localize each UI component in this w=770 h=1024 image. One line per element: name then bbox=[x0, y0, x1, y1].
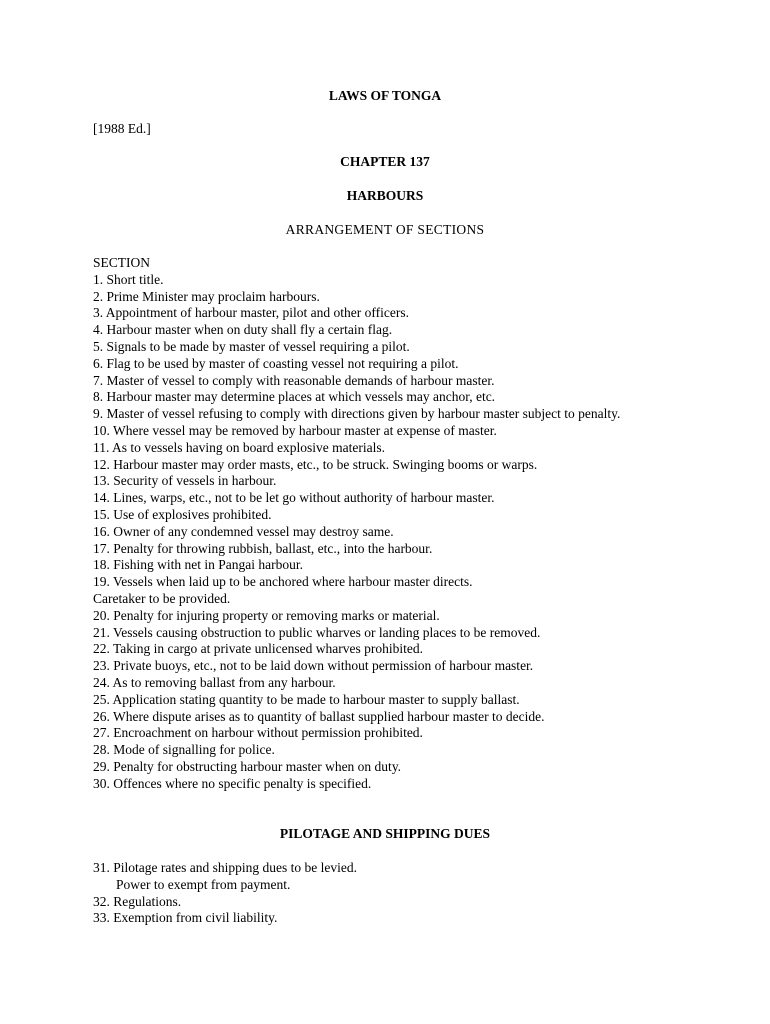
list-item: 25. Application stating quantity to be made to harbour master to supply ballast. bbox=[93, 691, 520, 707]
list-item: 2. Prime Minister may proclaim harbours. bbox=[93, 288, 320, 304]
list-item: 27. Encroachment on harbour without permission prohibited. bbox=[93, 725, 423, 741]
list-item: Power to exempt from payment. bbox=[116, 876, 291, 892]
list-item: 17. Penalty for throwing rubbish, ballast, etc., into the harbour. bbox=[93, 540, 433, 556]
list-item: 14. Lines, warps, etc., not to be let go without authority of harbour master. bbox=[93, 490, 495, 506]
list-item: 15. Use of explosives prohibited. bbox=[93, 506, 272, 522]
list-item: 23. Private buoys, etc., not to be laid down without permission of harbour master. bbox=[93, 658, 534, 674]
list-item: 22. Taking in cargo at private unlicensed wharves prohibited. bbox=[93, 641, 423, 657]
list-item: 20. Penalty for injuring property or removing marks or material. bbox=[93, 607, 440, 623]
list-item: 32. Regulations. bbox=[93, 893, 182, 909]
list-item: 24. As to removing ballast from any harbour. bbox=[93, 674, 336, 690]
edition-label: [1988 Ed.] bbox=[93, 121, 151, 136]
list-item: 6. Flag to be used by master of coasting vessel not requiring a pilot. bbox=[93, 355, 459, 371]
section-label: SECTION bbox=[93, 255, 150, 270]
document-title: LAWS OF TONGA bbox=[328, 88, 442, 103]
list-item: 28. Mode of signalling for police. bbox=[93, 742, 275, 758]
list-item: 3. Appointment of harbour master, pilot and other officers. bbox=[93, 305, 410, 321]
list-item: 18. Fishing with net in Pangai harbour. bbox=[93, 557, 303, 573]
list-item: 19. Vessels when laid up to be anchored where harbour master directs. bbox=[93, 574, 473, 590]
arrangement-heading: ARRANGEMENT OF SECTIONS bbox=[285, 222, 485, 237]
list-item: 33. Exemption from civil liability. bbox=[93, 910, 278, 926]
list-item: 4. Harbour master when on duty shall fly a certain flag. bbox=[93, 322, 393, 338]
list-item: 30. Offences where no specific penalty is specified. bbox=[93, 775, 372, 791]
list-item: 29. Penalty for obstructing harbour master when on duty. bbox=[93, 758, 402, 774]
list-item: 10. Where vessel may be removed by harbour master at expense of master. bbox=[93, 422, 497, 438]
list-item: 12. Harbour master may order masts, etc., to be struck. Swinging booms or warps. bbox=[93, 456, 538, 472]
list-item: 9. Master of vessel refusing to comply with directions given by harbour master subject to penalty. bbox=[93, 406, 621, 422]
list-item: 8. Harbour master may determine places at which vessels may anchor, etc. bbox=[93, 389, 496, 405]
list-item: 11. As to vessels having on board explosive materials. bbox=[93, 439, 385, 455]
pilotage-list bbox=[93, 860, 683, 927]
list-item: 5. Signals to be made by master of vessel requiring a pilot. bbox=[93, 338, 410, 354]
chapter-title: HARBOURS bbox=[346, 188, 424, 203]
list-item: 31. Pilotage rates and shipping dues to be levied. bbox=[93, 860, 357, 875]
list-item: 16. Owner of any condemned vessel may destroy same. bbox=[93, 523, 394, 539]
list-item: 1. Short title. bbox=[93, 271, 164, 287]
list-item: 13. Security of vessels in harbour. bbox=[93, 473, 277, 489]
chapter-heading: CHAPTER 137 bbox=[340, 154, 430, 169]
list-item: 26. Where dispute arises as to quantity of ballast supplied harbour master to decide. bbox=[93, 708, 545, 724]
section-list bbox=[93, 255, 683, 793]
list-item: Caretaker to be provided. bbox=[93, 590, 231, 606]
list-item: 21. Vessels causing obstruction to public wharves or landing places to be removed. bbox=[93, 624, 541, 640]
list-item: 7. Master of vessel to comply with reasonable demands of harbour master. bbox=[93, 372, 495, 388]
pilotage-heading: PILOTAGE AND SHIPPING DUES bbox=[279, 826, 491, 841]
